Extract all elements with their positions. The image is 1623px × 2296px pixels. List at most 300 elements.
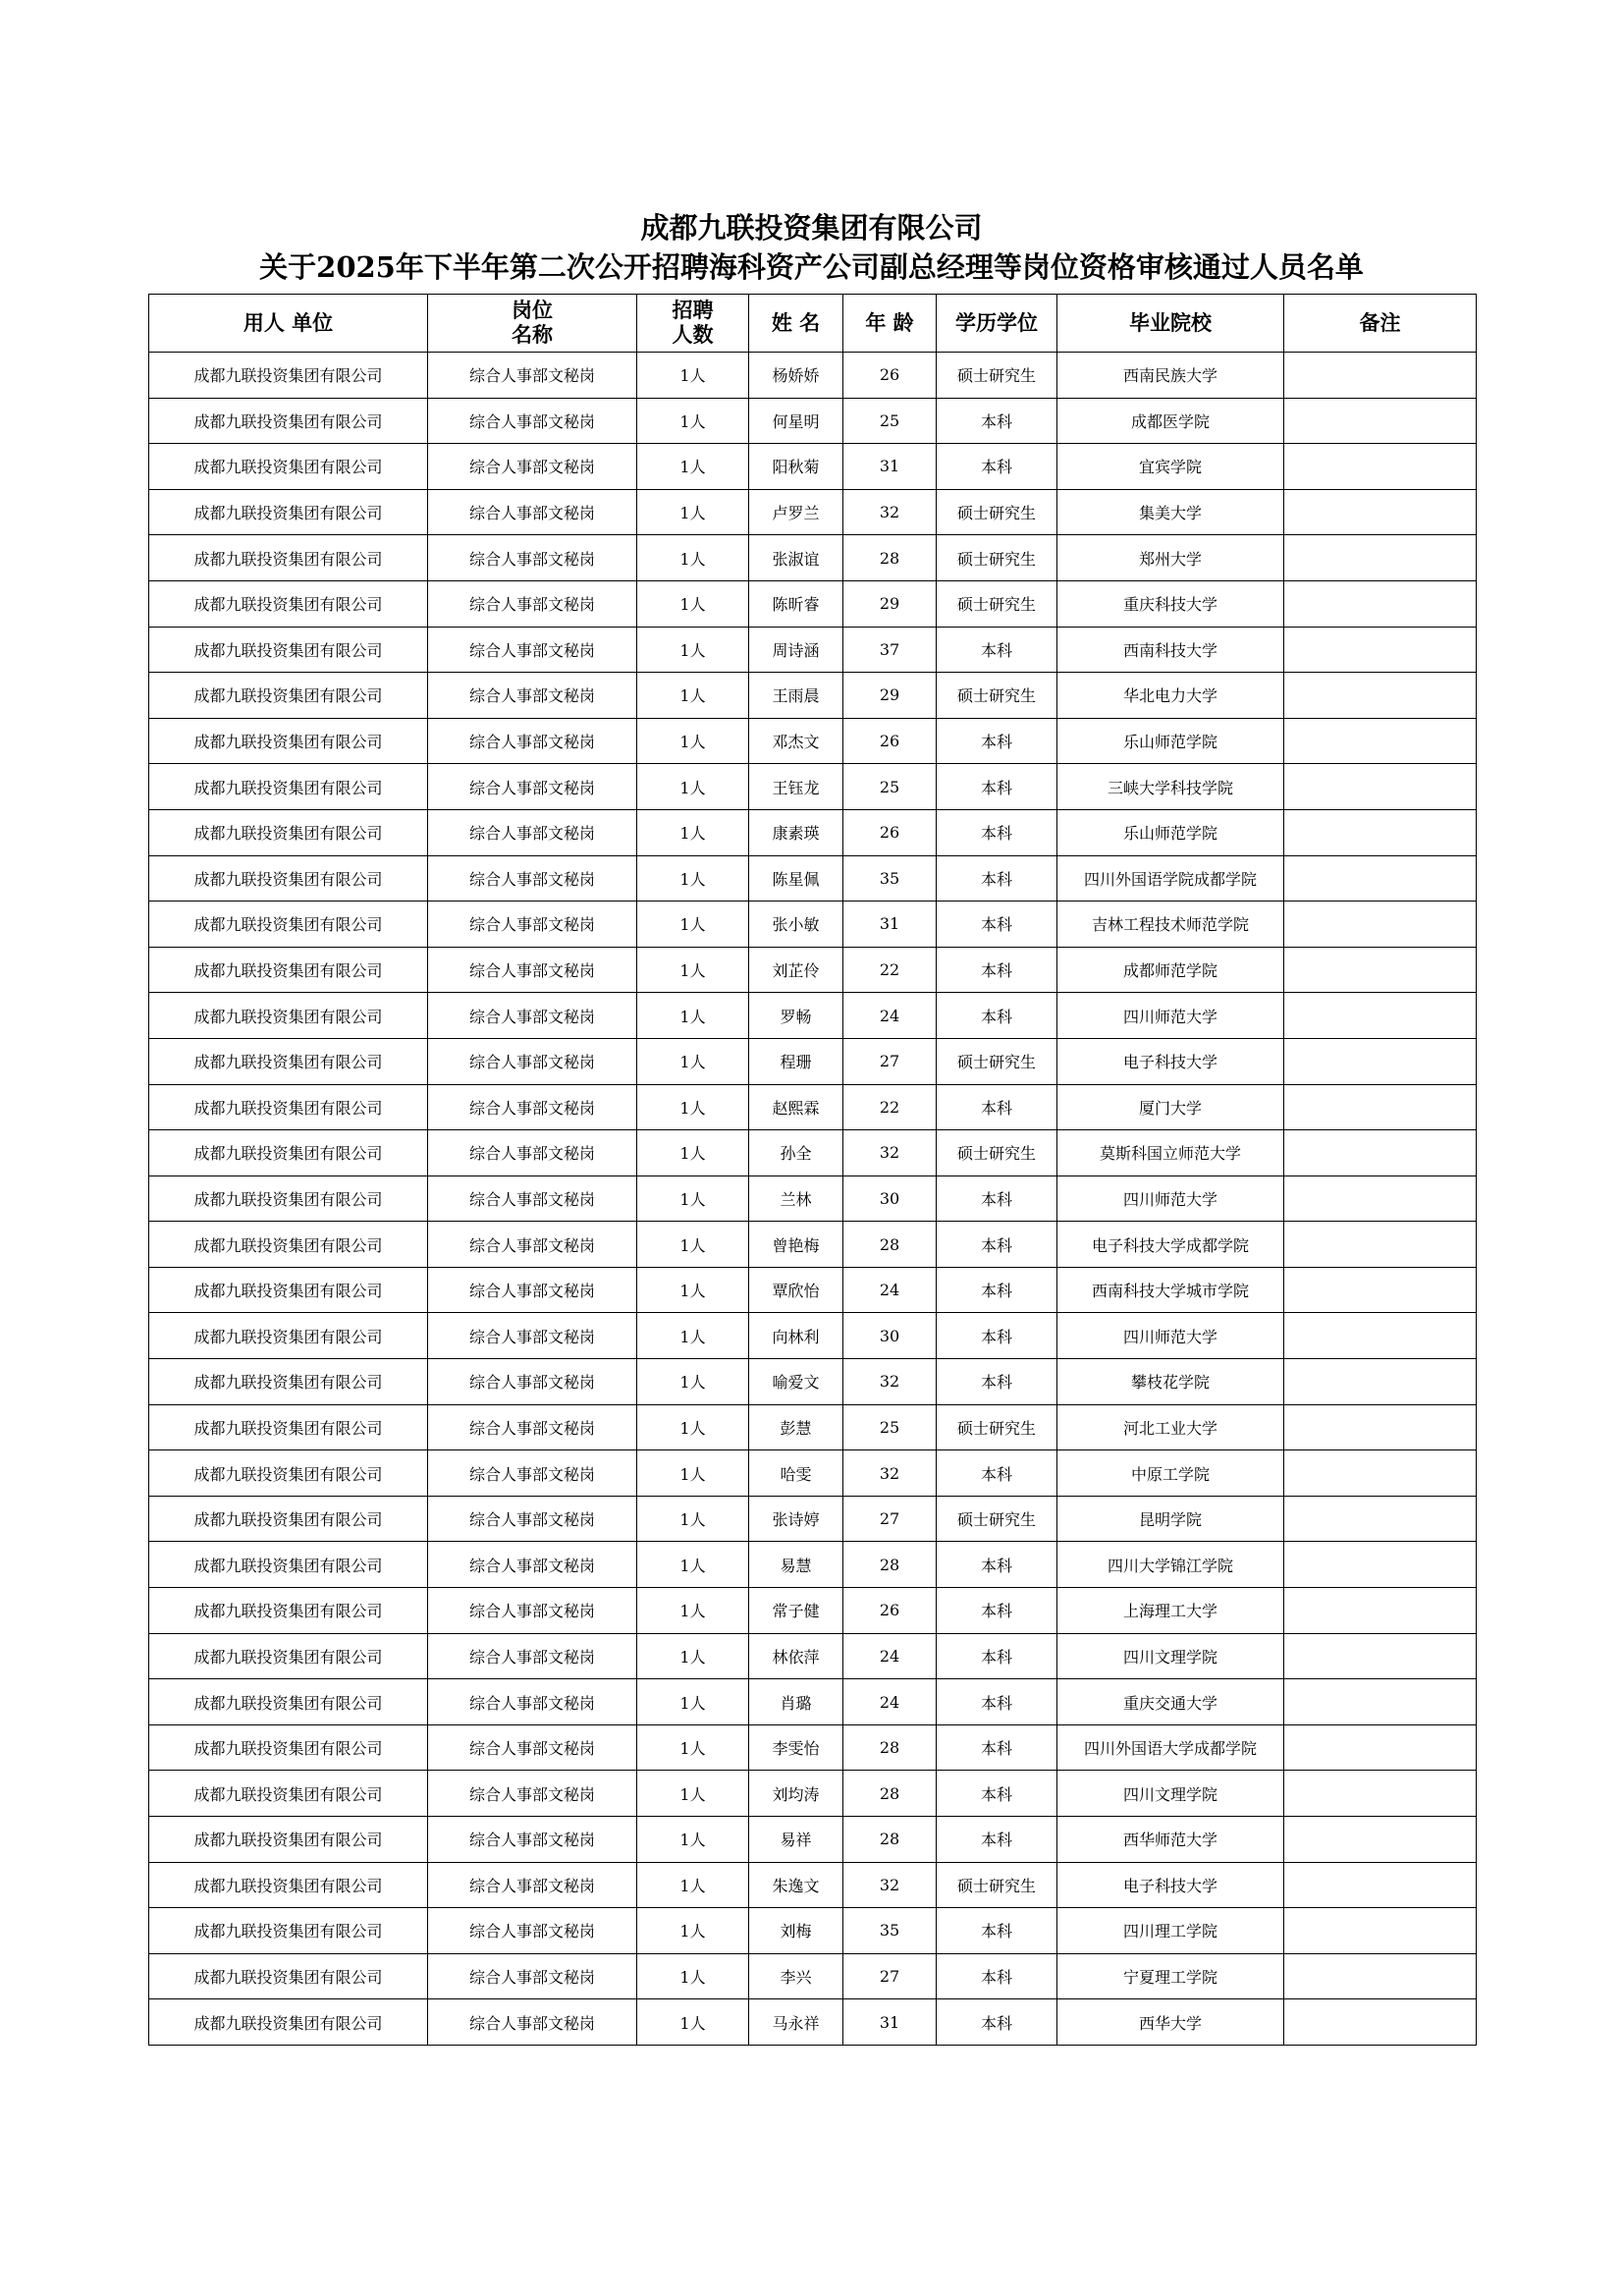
cell-degree: 本科 [937, 993, 1057, 1039]
cell-age: 28 [843, 1771, 937, 1817]
table-header-row [149, 295, 1477, 353]
table-row [149, 718, 1477, 764]
header-count-line2: 人数 [672, 323, 714, 347]
cell-age: 32 [843, 1359, 937, 1405]
cell-note [1284, 1817, 1477, 1863]
cell-count: 1人 [637, 1496, 749, 1542]
cell-age: 31 [843, 902, 937, 948]
cell-position: 综合人事部文秘岗 [428, 764, 637, 810]
table-row [149, 1084, 1477, 1130]
cell-note [1284, 764, 1477, 810]
cell-degree: 本科 [937, 902, 1057, 948]
cell-unit: 成都九联投资集团有限公司 [149, 1496, 428, 1542]
cell-name: 罗畅 [749, 993, 843, 1039]
cell-degree: 硕士研究生 [937, 353, 1057, 399]
cell-school: 四川师范大学 [1057, 1175, 1284, 1222]
cell-count: 1人 [637, 1817, 749, 1863]
cell-note [1284, 1999, 1477, 2046]
cell-degree: 硕士研究生 [937, 535, 1057, 581]
cell-position: 综合人事部文秘岗 [428, 1175, 637, 1222]
cell-school: 西华师范大学 [1057, 1817, 1284, 1863]
cell-note [1284, 718, 1477, 764]
cell-degree: 本科 [937, 1588, 1057, 1634]
table-row [149, 444, 1477, 490]
cell-note [1284, 1130, 1477, 1176]
cell-count: 1人 [637, 809, 749, 855]
cell-degree: 本科 [937, 1359, 1057, 1405]
cell-school: 西南科技大学城市学院 [1057, 1267, 1284, 1313]
header-name: 姓 名 [749, 295, 843, 353]
cell-note [1284, 809, 1477, 855]
cell-position: 综合人事部文秘岗 [428, 1908, 637, 1954]
cell-age: 35 [843, 1908, 937, 1954]
cell-degree: 本科 [937, 444, 1057, 490]
cell-unit: 成都九联投资集团有限公司 [149, 947, 428, 993]
cell-age: 28 [843, 1724, 937, 1771]
cell-name: 陈星佩 [749, 855, 843, 902]
cell-note [1284, 1175, 1477, 1222]
cell-unit: 成都九联投资集团有限公司 [149, 1038, 428, 1084]
table-row [149, 1908, 1477, 1954]
cell-count: 1人 [637, 1175, 749, 1222]
cell-name: 王雨晨 [749, 673, 843, 719]
cell-degree: 本科 [937, 1633, 1057, 1679]
cell-age: 27 [843, 1038, 937, 1084]
cell-note [1284, 1496, 1477, 1542]
table-row [149, 855, 1477, 902]
cell-unit: 成都九联投资集团有限公司 [149, 1679, 428, 1725]
cell-name: 阳秋菊 [749, 444, 843, 490]
header-school: 毕业院校 [1057, 295, 1284, 353]
cell-unit: 成都九联投资集团有限公司 [149, 1359, 428, 1405]
cell-name: 马永祥 [749, 1999, 843, 2046]
cell-name: 喻爱文 [749, 1359, 843, 1405]
cell-name: 易祥 [749, 1817, 843, 1863]
cell-school: 电子科技大学 [1057, 1038, 1284, 1084]
cell-degree: 硕士研究生 [937, 1038, 1057, 1084]
header-position-line2: 名称 [512, 323, 553, 347]
cell-note [1284, 1359, 1477, 1405]
cell-degree: 本科 [937, 1267, 1057, 1313]
cell-position: 综合人事部文秘岗 [428, 580, 637, 627]
cell-count: 1人 [637, 1771, 749, 1817]
cell-degree: 本科 [937, 718, 1057, 764]
cell-count: 1人 [637, 764, 749, 810]
table-row [149, 1999, 1477, 2046]
table-row [149, 1724, 1477, 1771]
cell-note [1284, 627, 1477, 673]
document-title [0, 208, 1623, 287]
cell-school: 成都师范学院 [1057, 947, 1284, 993]
cell-degree: 硕士研究生 [937, 580, 1057, 627]
cell-name: 彭慧 [749, 1404, 843, 1450]
cell-age: 31 [843, 1999, 937, 2046]
cell-name: 兰林 [749, 1175, 843, 1222]
cell-position: 综合人事部文秘岗 [428, 1404, 637, 1450]
table-row [149, 764, 1477, 810]
cell-unit: 成都九联投资集团有限公司 [149, 1999, 428, 2046]
cell-school: 上海理工大学 [1057, 1588, 1284, 1634]
cell-note [1284, 1038, 1477, 1084]
cell-unit: 成都九联投资集团有限公司 [149, 1222, 428, 1268]
cell-note [1284, 353, 1477, 399]
cell-degree: 本科 [937, 809, 1057, 855]
cell-name: 张淑谊 [749, 535, 843, 581]
table-row [149, 398, 1477, 444]
table-row [149, 1450, 1477, 1497]
cell-position: 综合人事部文秘岗 [428, 1724, 637, 1771]
cell-name: 刘均涛 [749, 1771, 843, 1817]
cell-degree: 本科 [937, 1679, 1057, 1725]
cell-name: 何星明 [749, 398, 843, 444]
cell-position: 综合人事部文秘岗 [428, 1084, 637, 1130]
cell-school: 三峡大学科技学院 [1057, 764, 1284, 810]
cell-degree: 本科 [937, 1542, 1057, 1588]
table-row [149, 627, 1477, 673]
cell-school: 郑州大学 [1057, 535, 1284, 581]
cell-count: 1人 [637, 1724, 749, 1771]
cell-age: 22 [843, 947, 937, 993]
cell-note [1284, 1771, 1477, 1817]
cell-school: 成都医学院 [1057, 398, 1284, 444]
cell-school: 四川师范大学 [1057, 1313, 1284, 1359]
table-row [149, 1633, 1477, 1679]
cell-unit: 成都九联投资集团有限公司 [149, 489, 428, 535]
cell-age: 32 [843, 1862, 937, 1908]
cell-count: 1人 [637, 1999, 749, 2046]
cell-unit: 成都九联投资集团有限公司 [149, 1908, 428, 1954]
cell-age: 22 [843, 1084, 937, 1130]
cell-degree: 硕士研究生 [937, 1496, 1057, 1542]
cell-name: 覃欣怡 [749, 1267, 843, 1313]
cell-count: 1人 [637, 1359, 749, 1405]
cell-unit: 成都九联投资集团有限公司 [149, 353, 428, 399]
header-note: 备注 [1284, 295, 1477, 353]
cell-unit: 成都九联投资集团有限公司 [149, 1175, 428, 1222]
cell-name: 曾艳梅 [749, 1222, 843, 1268]
cell-school: 乐山师范学院 [1057, 718, 1284, 764]
cell-note [1284, 1908, 1477, 1954]
cell-school: 乐山师范学院 [1057, 809, 1284, 855]
table-body [149, 353, 1477, 2046]
table-row [149, 1222, 1477, 1268]
cell-unit: 成都九联投资集团有限公司 [149, 1313, 428, 1359]
table-row [149, 1130, 1477, 1176]
cell-age: 26 [843, 353, 937, 399]
header-age: 年 龄 [843, 295, 937, 353]
table-row [149, 1862, 1477, 1908]
cell-unit: 成都九联投资集团有限公司 [149, 1862, 428, 1908]
cell-count: 1人 [637, 1588, 749, 1634]
cell-unit: 成都九联投资集团有限公司 [149, 718, 428, 764]
cell-degree: 本科 [937, 1313, 1057, 1359]
cell-degree: 本科 [937, 1084, 1057, 1130]
cell-unit: 成都九联投资集团有限公司 [149, 993, 428, 1039]
cell-note [1284, 535, 1477, 581]
table-row [149, 1496, 1477, 1542]
cell-note [1284, 1267, 1477, 1313]
header-position [428, 295, 637, 353]
table-row [149, 1542, 1477, 1588]
cell-count: 1人 [637, 580, 749, 627]
cell-age: 24 [843, 993, 937, 1039]
table-row [149, 809, 1477, 855]
cell-unit: 成都九联投资集团有限公司 [149, 1953, 428, 1999]
cell-position: 综合人事部文秘岗 [428, 1130, 637, 1176]
cell-position: 综合人事部文秘岗 [428, 1771, 637, 1817]
table-row [149, 673, 1477, 719]
cell-name: 向林利 [749, 1313, 843, 1359]
cell-age: 24 [843, 1633, 937, 1679]
cell-position: 综合人事部文秘岗 [428, 398, 637, 444]
cell-school: 攀枝花学院 [1057, 1359, 1284, 1405]
cell-degree: 硕士研究生 [937, 1130, 1057, 1176]
header-position-line1: 岗位 [512, 299, 553, 322]
cell-school: 西南科技大学 [1057, 627, 1284, 673]
cell-school: 四川大学锦江学院 [1057, 1542, 1284, 1588]
cell-degree: 硕士研究生 [937, 1404, 1057, 1450]
cell-age: 29 [843, 580, 937, 627]
cell-position: 综合人事部文秘岗 [428, 993, 637, 1039]
cell-name: 程珊 [749, 1038, 843, 1084]
table-row [149, 1953, 1477, 1999]
cell-school: 华北电力大学 [1057, 673, 1284, 719]
cell-unit: 成都九联投资集团有限公司 [149, 809, 428, 855]
cell-position: 综合人事部文秘岗 [428, 627, 637, 673]
cell-note [1284, 1222, 1477, 1268]
cell-count: 1人 [637, 1267, 749, 1313]
cell-unit: 成都九联投资集团有限公司 [149, 1450, 428, 1497]
cell-count: 1人 [637, 1862, 749, 1908]
cell-school: 西南民族大学 [1057, 353, 1284, 399]
cell-count: 1人 [637, 855, 749, 902]
cell-school: 厦门大学 [1057, 1084, 1284, 1130]
cell-age: 24 [843, 1679, 937, 1725]
cell-note [1284, 1724, 1477, 1771]
cell-school: 电子科技大学 [1057, 1862, 1284, 1908]
cell-position: 综合人事部文秘岗 [428, 1817, 637, 1863]
cell-count: 1人 [637, 444, 749, 490]
cell-position: 综合人事部文秘岗 [428, 673, 637, 719]
table-row [149, 535, 1477, 581]
table-row [149, 1404, 1477, 1450]
cell-count: 1人 [637, 673, 749, 719]
cell-name: 朱逸文 [749, 1862, 843, 1908]
cell-age: 26 [843, 1588, 937, 1634]
cell-school: 莫斯科国立师范大学 [1057, 1130, 1284, 1176]
cell-school: 四川理工学院 [1057, 1908, 1284, 1954]
cell-unit: 成都九联投资集团有限公司 [149, 627, 428, 673]
cell-position: 综合人事部文秘岗 [428, 1633, 637, 1679]
table-row [149, 1175, 1477, 1222]
cell-school: 电子科技大学成都学院 [1057, 1222, 1284, 1268]
cell-name: 易慧 [749, 1542, 843, 1588]
cell-unit: 成都九联投资集团有限公司 [149, 1084, 428, 1130]
cell-count: 1人 [637, 718, 749, 764]
cell-position: 综合人事部文秘岗 [428, 1359, 637, 1405]
cell-degree: 本科 [937, 627, 1057, 673]
cell-note [1284, 1542, 1477, 1588]
cell-position: 综合人事部文秘岗 [428, 1038, 637, 1084]
cell-count: 1人 [637, 947, 749, 993]
cell-age: 28 [843, 1542, 937, 1588]
cell-school: 宁夏理工学院 [1057, 1953, 1284, 1999]
cell-degree: 本科 [937, 1175, 1057, 1222]
cell-count: 1人 [637, 993, 749, 1039]
cell-name: 邓杰文 [749, 718, 843, 764]
cell-school: 重庆科技大学 [1057, 580, 1284, 627]
cell-position: 综合人事部文秘岗 [428, 1267, 637, 1313]
cell-unit: 成都九联投资集团有限公司 [149, 902, 428, 948]
cell-age: 28 [843, 1222, 937, 1268]
cell-count: 1人 [637, 1633, 749, 1679]
header-unit: 用人 单位 [149, 295, 428, 353]
cell-name: 李雯怡 [749, 1724, 843, 1771]
cell-name: 赵熙霖 [749, 1084, 843, 1130]
table-row [149, 902, 1477, 948]
cell-school: 中原工学院 [1057, 1450, 1284, 1497]
cell-note [1284, 1679, 1477, 1725]
cell-position: 综合人事部文秘岗 [428, 902, 637, 948]
cell-unit: 成都九联投资集团有限公司 [149, 444, 428, 490]
cell-position: 综合人事部文秘岗 [428, 1542, 637, 1588]
cell-name: 哈雯 [749, 1450, 843, 1497]
cell-count: 1人 [637, 902, 749, 948]
cell-name: 张小敏 [749, 902, 843, 948]
cell-name: 孙全 [749, 1130, 843, 1176]
cell-degree: 本科 [937, 1953, 1057, 1999]
cell-age: 28 [843, 535, 937, 581]
cell-age: 37 [843, 627, 937, 673]
cell-count: 1人 [637, 1542, 749, 1588]
cell-count: 1人 [637, 1679, 749, 1725]
cell-note [1284, 444, 1477, 490]
cell-unit: 成都九联投资集团有限公司 [149, 764, 428, 810]
header-count-line1: 招聘 [672, 299, 714, 322]
table-row [149, 1267, 1477, 1313]
cell-degree: 本科 [937, 1771, 1057, 1817]
cell-count: 1人 [637, 1038, 749, 1084]
cell-age: 27 [843, 1496, 937, 1542]
cell-school: 重庆交通大学 [1057, 1679, 1284, 1725]
cell-note [1284, 580, 1477, 627]
cell-name: 肖璐 [749, 1679, 843, 1725]
cell-age: 26 [843, 809, 937, 855]
cell-count: 1人 [637, 1130, 749, 1176]
cell-position: 综合人事部文秘岗 [428, 353, 637, 399]
cell-degree: 硕士研究生 [937, 489, 1057, 535]
cell-note [1284, 855, 1477, 902]
cell-name: 林依萍 [749, 1633, 843, 1679]
cell-school: 四川外国语学院成都学院 [1057, 855, 1284, 902]
cell-position: 综合人事部文秘岗 [428, 947, 637, 993]
cell-unit: 成都九联投资集团有限公司 [149, 580, 428, 627]
cell-age: 24 [843, 1267, 937, 1313]
cell-name: 刘梅 [749, 1908, 843, 1954]
cell-age: 31 [843, 444, 937, 490]
table-row [149, 353, 1477, 399]
cell-school: 西华大学 [1057, 1999, 1284, 2046]
cell-unit: 成都九联投资集团有限公司 [149, 535, 428, 581]
cell-count: 1人 [637, 627, 749, 673]
cell-school: 四川师范大学 [1057, 993, 1284, 1039]
cell-age: 32 [843, 1450, 937, 1497]
cell-note [1284, 1588, 1477, 1634]
cell-age: 32 [843, 489, 937, 535]
cell-school: 四川外国语大学成都学院 [1057, 1724, 1284, 1771]
cell-position: 综合人事部文秘岗 [428, 1679, 637, 1725]
cell-age: 28 [843, 1817, 937, 1863]
cell-unit: 成都九联投资集团有限公司 [149, 1724, 428, 1771]
cell-name: 周诗涵 [749, 627, 843, 673]
cell-note [1284, 673, 1477, 719]
table-row [149, 1359, 1477, 1405]
cell-unit: 成都九联投资集团有限公司 [149, 1130, 428, 1176]
table-row [149, 1588, 1477, 1634]
cell-note [1284, 489, 1477, 535]
cell-degree: 本科 [937, 855, 1057, 902]
cell-degree: 硕士研究生 [937, 1862, 1057, 1908]
cell-name: 卢罗兰 [749, 489, 843, 535]
cell-note [1284, 947, 1477, 993]
cell-age: 30 [843, 1175, 937, 1222]
cell-age: 26 [843, 718, 937, 764]
cell-position: 综合人事部文秘岗 [428, 1450, 637, 1497]
cell-name: 王钰龙 [749, 764, 843, 810]
cell-age: 25 [843, 398, 937, 444]
table-row [149, 1313, 1477, 1359]
cell-note [1284, 902, 1477, 948]
cell-age: 27 [843, 1953, 937, 1999]
cell-unit: 成都九联投资集团有限公司 [149, 1633, 428, 1679]
cell-position: 综合人事部文秘岗 [428, 1588, 637, 1634]
cell-position: 综合人事部文秘岗 [428, 1953, 637, 1999]
cell-position: 综合人事部文秘岗 [428, 489, 637, 535]
cell-degree: 本科 [937, 1908, 1057, 1954]
cell-age: 35 [843, 855, 937, 902]
cell-school: 河北工业大学 [1057, 1404, 1284, 1450]
table-row [149, 947, 1477, 993]
table-row [149, 1038, 1477, 1084]
cell-unit: 成都九联投资集团有限公司 [149, 673, 428, 719]
cell-school: 吉林工程技术师范学院 [1057, 902, 1284, 948]
cell-school: 宜宾学院 [1057, 444, 1284, 490]
cell-degree: 本科 [937, 1724, 1057, 1771]
cell-note [1284, 1450, 1477, 1497]
candidate-table [148, 294, 1477, 2046]
cell-count: 1人 [637, 1908, 749, 1954]
table-row [149, 993, 1477, 1039]
cell-position: 综合人事部文秘岗 [428, 809, 637, 855]
cell-degree: 本科 [937, 1222, 1057, 1268]
cell-count: 1人 [637, 1450, 749, 1497]
cell-degree: 硕士研究生 [937, 673, 1057, 719]
cell-unit: 成都九联投资集团有限公司 [149, 1817, 428, 1863]
cell-position: 综合人事部文秘岗 [428, 1496, 637, 1542]
table-row [149, 580, 1477, 627]
cell-note [1284, 1633, 1477, 1679]
cell-degree: 本科 [937, 1450, 1057, 1497]
cell-position: 综合人事部文秘岗 [428, 535, 637, 581]
cell-count: 1人 [637, 535, 749, 581]
cell-position: 综合人事部文秘岗 [428, 1313, 637, 1359]
cell-age: 25 [843, 1404, 937, 1450]
cell-note [1284, 993, 1477, 1039]
cell-position: 综合人事部文秘岗 [428, 855, 637, 902]
cell-note [1284, 1313, 1477, 1359]
cell-name: 常子健 [749, 1588, 843, 1634]
table-row [149, 1771, 1477, 1817]
